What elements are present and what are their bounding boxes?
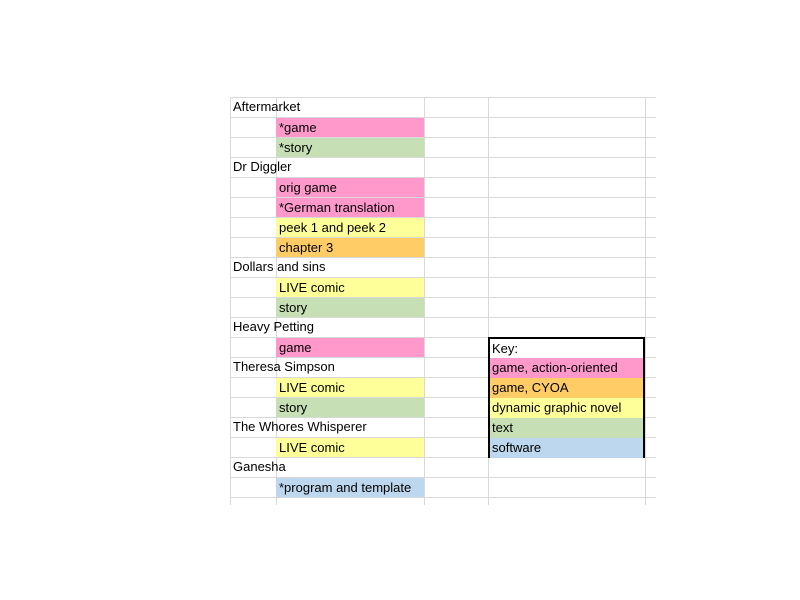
gridline-row [230, 497, 656, 498]
project-row [230, 457, 656, 477]
project-item-cell[interactable]: story [276, 398, 424, 417]
project-item-cell[interactable]: orig game [276, 178, 424, 197]
project-item-cell[interactable]: LIVE comic [276, 378, 424, 397]
project-row [230, 317, 656, 337]
project-item-cell[interactable]: *program and template [276, 478, 424, 497]
legend-key-item: game, CYOA [490, 378, 643, 398]
legend-key-title: Key: [492, 341, 519, 356]
project-item-cell[interactable]: story [276, 298, 424, 317]
project-item-cell[interactable]: peek 1 and peek 2 [276, 218, 424, 237]
legend-key-item: software [490, 438, 643, 458]
project-item-cell[interactable]: *German translation [276, 198, 424, 217]
item-row [230, 237, 656, 257]
item-row [230, 477, 656, 497]
legend-key-item: dynamic graphic novel [490, 398, 643, 418]
project-name-cell[interactable]: Aftermarket [233, 99, 301, 114]
project-item-cell[interactable]: LIVE comic [276, 438, 424, 457]
project-name-cell[interactable]: The Whores Whisperer [233, 419, 367, 434]
item-row [230, 297, 656, 317]
project-name-cell[interactable]: Theresa Simpson [233, 359, 335, 374]
legend-key-item: text [490, 418, 643, 438]
item-row [230, 177, 656, 197]
project-row [230, 257, 656, 277]
project-name-cell[interactable]: Ganesha [233, 459, 286, 474]
project-name-cell[interactable]: Dr Diggler [233, 159, 292, 174]
item-row [230, 217, 656, 237]
project-item-cell[interactable]: LIVE comic [276, 278, 424, 297]
project-item-cell[interactable]: *story [276, 138, 424, 157]
project-row [230, 97, 656, 117]
item-row [230, 117, 656, 137]
legend-key-item: game, action-oriented [490, 358, 643, 378]
project-item-cell[interactable]: chapter 3 [276, 238, 424, 257]
project-name-cell[interactable]: Heavy Petting [233, 319, 314, 334]
spreadsheet-grid [230, 97, 656, 505]
project-row [230, 157, 656, 177]
project-item-cell[interactable]: *game [276, 118, 424, 137]
legend-key-box [488, 337, 645, 458]
item-row [230, 277, 656, 297]
item-row [230, 197, 656, 217]
project-name-cell[interactable]: Dollars and sins [233, 259, 326, 274]
item-row [230, 137, 656, 157]
project-item-cell[interactable]: game [276, 338, 424, 357]
